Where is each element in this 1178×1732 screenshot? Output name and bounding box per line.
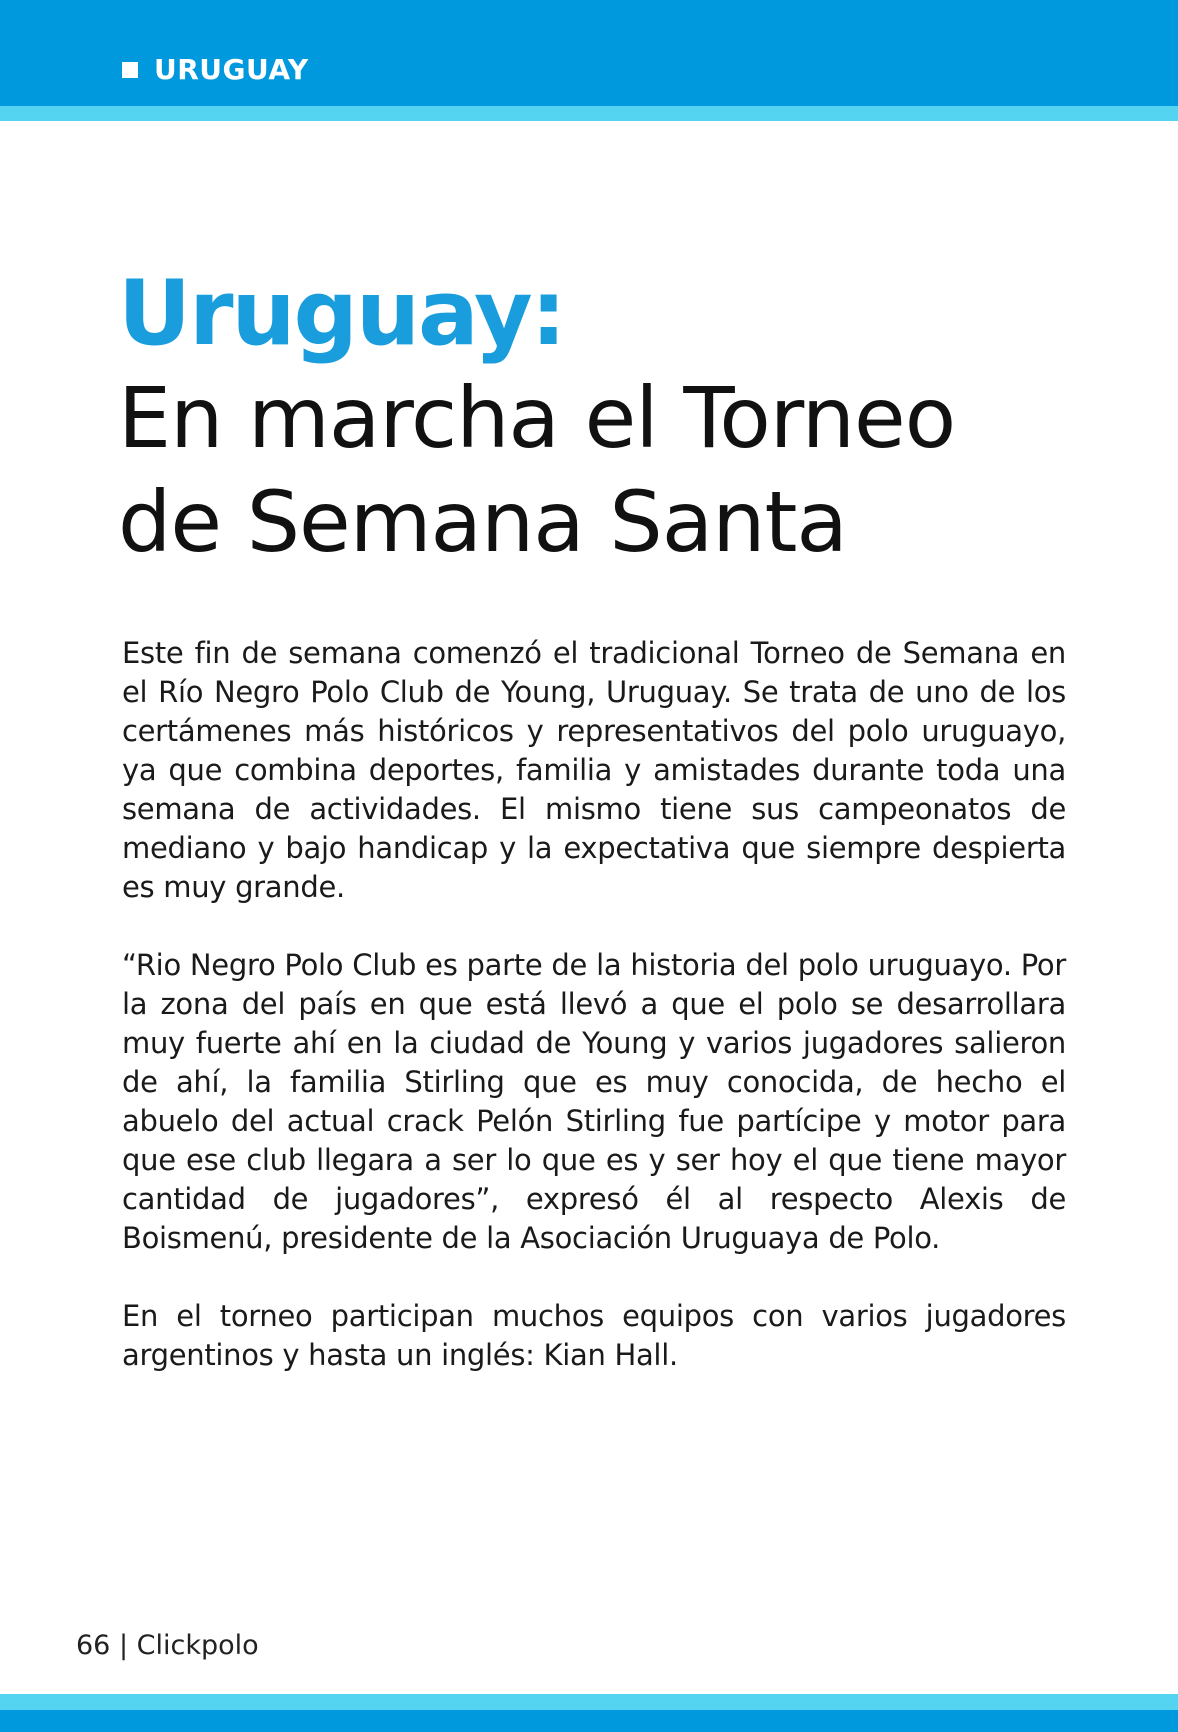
article-headline (118, 262, 1118, 574)
article-body (122, 634, 1066, 1414)
header-stripe (0, 106, 1178, 121)
section-label: URUGUAY (154, 53, 309, 86)
headline-title: En marcha el Torneo de Semana Santa (118, 369, 956, 571)
section-marker-square (122, 62, 138, 78)
footer-stripe (0, 1694, 1178, 1710)
article-paragraph: En el torneo participan muchos equipos con varios jugadores argentinos y hasta un inglés: Kian Hall. (122, 1299, 1066, 1372)
article-paragraph: “Rio Negro Polo Club es parte de la historia del polo uruguayo. Por la zona del país en que está llevó a que el polo se desarrollara muy fuerte ahí en la ciudad de Young y varios jugadores salieron de ahí, la familia Stirling que es muy conocida, de hecho el abuelo del actual crack Pelón Stirling fue partícipe y motor para que ese club llegara a ser lo que es y ser hoy el que tiene mayor cantidad de jugadores”, expresó él al respecto Alexis de Boismenú, presidente de la Asociación Uruguaya de Polo. (122, 948, 1066, 1255)
page-folio: 66 | Clickpolo (76, 1630, 259, 1661)
footer-band (0, 1710, 1178, 1732)
article-paragraph: Este fin de semana comenzó el tradicional Torneo de Semana en el Río Negro Polo Club de Young, Uruguay. Se trata de uno de los certámenes más históricos y representativos del polo uruguayo, ya que combina deportes, familia y amistades durante toda una semana de actividades. El mismo tiene sus campeonatos de mediano y bajo handicap y la expectativa que siempre despierta es muy grande. (122, 636, 1066, 904)
headline-kicker: Uruguay: (118, 261, 565, 366)
